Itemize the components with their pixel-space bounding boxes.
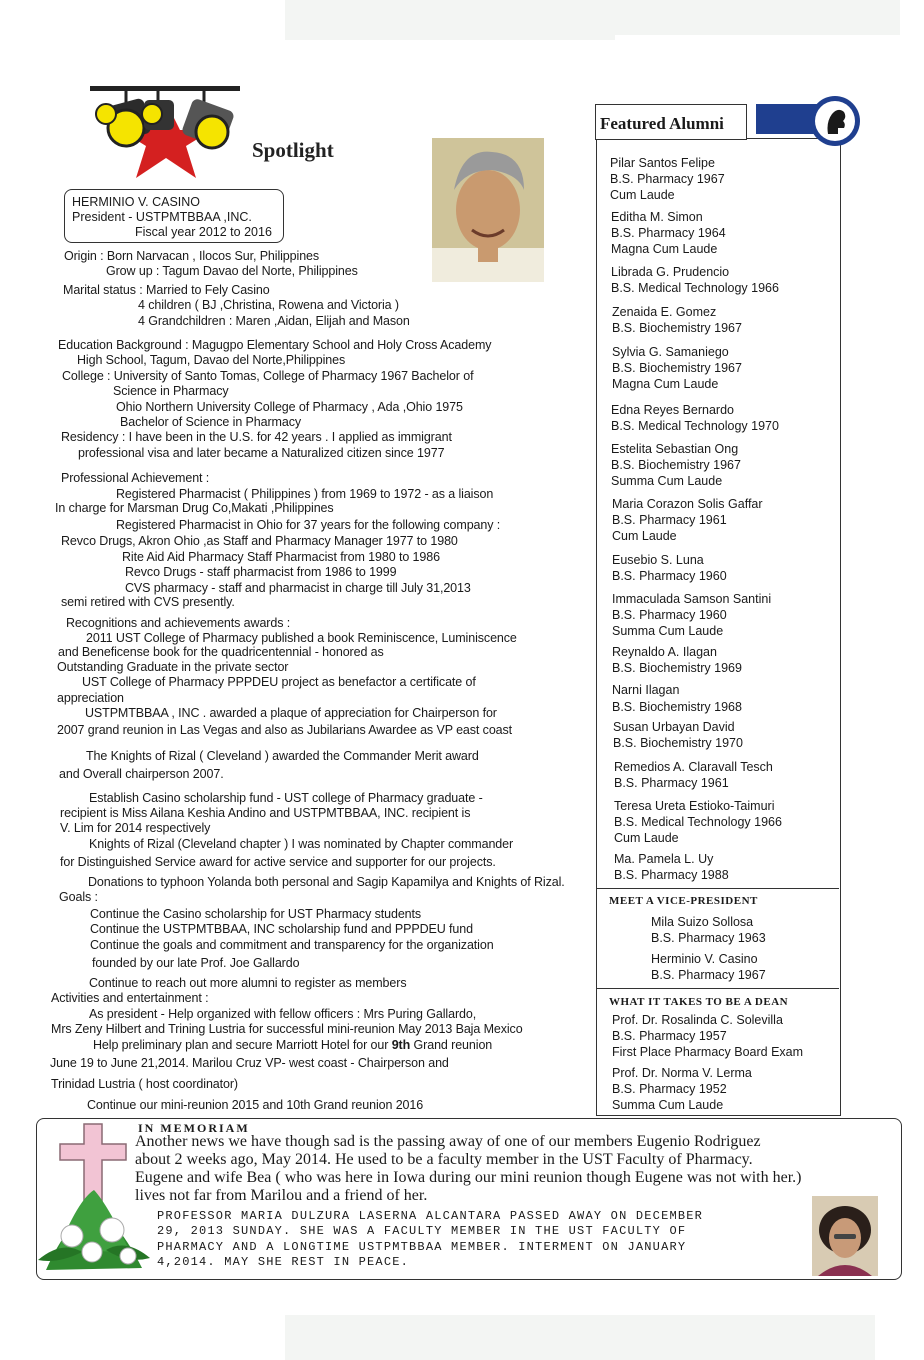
alumni-line: B.S. Pharmacy 1961 [612, 513, 727, 527]
memoriam-line: Another news we have though sad is the passing away of one of our members Eugenio Rodriguez [135, 1133, 761, 1150]
bio-line: USTPMTBBAA , INC . awarded a plaque of appreciation for Chairperson for [85, 706, 497, 720]
alumni-line: B.S. Medical Technology 1970 [611, 419, 779, 433]
alumni-line: B.S. Biochemistry 1967 [612, 321, 742, 335]
memoriam-notice-line: 29, 2013 SUNDAY. SHE WAS A FACULTY MEMBER IN THE UST FACULTY OF [157, 1224, 687, 1238]
bio-line: Grow up : Tagum Davao del Norte, Philippines [106, 264, 358, 278]
alumni-line: Immaculada Samson Santini [612, 592, 772, 606]
alumni-line: Estelita Sebastian Ong [611, 442, 739, 456]
dean-line: First Place Pharmacy Board Exam [612, 1045, 804, 1059]
bio-line: Goals : [59, 890, 98, 904]
bio-line: Continue the Casino scholarship for UST Pharmacy students [90, 907, 422, 921]
alumni-line: Magna Cum Laude [612, 377, 719, 391]
profile-name: HERMINIO V. CASINO [72, 195, 201, 209]
alumni-line: Librada G. Prudencio [611, 265, 730, 279]
dean-line: Prof. Dr. Rosalinda C. Solevilla [612, 1013, 783, 1027]
alumni-line: B.S. Biochemistry 1969 [612, 661, 742, 675]
alumni-line: B.S. Pharmacy 1964 [611, 226, 726, 240]
alumni-line: B.S. Pharmacy 1960 [612, 569, 727, 583]
bio-line: Rite Aid Aid Pharmacy Staff Pharmacist from 1980 to 1986 [122, 550, 440, 564]
dean-line: B.S. Pharmacy 1957 [612, 1029, 727, 1043]
alumni-line: Teresa Ureta Estioko-Taimuri [614, 799, 775, 813]
bio-line: Continue to reach out more alumni to register as members [89, 976, 407, 990]
bio-line: Revco Drugs - staff pharmacist from 1986 to 1999 [125, 565, 397, 579]
alumni-line: B.S. Pharmacy 1960 [612, 608, 727, 622]
memoriam-line: Eugene and wife Bea ( who was here in Iowa during our mini reunion though Eugene was not with her.) [135, 1169, 802, 1186]
background-artifact [285, 1315, 875, 1360]
bio-line: College : University of Santo Tomas, College of Pharmacy 1967 Bachelor of [62, 369, 474, 383]
bio-line: CVS pharmacy - staff and pharmacist in charge till July 31,2013 [125, 581, 471, 595]
dean-line: Prof. Dr. Norma V. Lerma [612, 1066, 752, 1080]
bio-line: The Knights of Rizal ( Cleveland ) awarded the Commander Merit award [86, 749, 479, 763]
alumni-line: Ma. Pamela L. Uy [614, 852, 714, 866]
bio-line: June 19 to June 21,2014. Marilou Cruz VP- west coast - Chairperson and [50, 1056, 449, 1070]
bio-line: and Beneficense book for the quadricentennial - honored as [58, 645, 384, 659]
profile-header-box [64, 189, 284, 243]
alumni-line: B.S. Medical Technology 1966 [614, 815, 782, 829]
spotlight-title: Spotlight [252, 138, 334, 162]
alumni-line: Editha M. Simon [611, 210, 703, 224]
bio-line: 2011 UST College of Pharmacy published a book Reminiscence, Luminiscence [86, 631, 517, 645]
bio-line: appreciation [57, 691, 124, 705]
memoriam-notice-line: PROFESSOR MARIA DULZURA LASERNA ALCANTARA PASSED AWAY ON DECEMBER [157, 1209, 704, 1223]
dean-heading: WHAT IT TAKES TO BE A DEAN [609, 996, 789, 1008]
bio-line: Registered Pharmacist ( Philippines ) from 1969 to 1972 - as a liaison [116, 487, 494, 501]
lily-flowers-icon [38, 1180, 150, 1276]
alumni-line: Cum Laude [612, 529, 677, 543]
alumni-line: Eusebio S. Luna [612, 553, 704, 567]
alumni-line: Magna Cum Laude [611, 242, 718, 256]
bio-line: Education Background : Magugpo Elementary School and Holy Cross Academy [58, 338, 492, 352]
bio-line: 4 Grandchildren : Maren ,Aidan, Elijah and Mason [138, 314, 410, 328]
bio-line: Trinidad Lustria ( host coordinator) [51, 1077, 238, 1091]
bio-line: Registered Pharmacist in Ohio for 37 years for the following company : [116, 518, 501, 532]
memoriam-portrait-photo [812, 1196, 878, 1276]
bio-line: semi retired with CVS presently. [61, 595, 235, 609]
bio-line: and Overall chairperson 2007. [59, 767, 224, 781]
dean-line: Summa Cum Laude [612, 1098, 724, 1112]
stage-lights-icon [86, 80, 246, 186]
vp-line: Herminio V. Casino [651, 952, 758, 966]
memoriam-notice-line: PHARMACY AND A LONGTIME USTPMTBBAA MEMBER. INTERMENT ON JANUARY [157, 1240, 687, 1254]
alumni-line: Cum Laude [614, 831, 679, 845]
bio-line: In charge for Marsman Drug Co,Makati ,Philippines [55, 501, 334, 515]
bio-line: Bachelor of Science in Pharmacy [120, 415, 302, 429]
section-divider [597, 888, 839, 889]
bio-line: V. Lim for 2014 respectively [60, 821, 211, 835]
bio-line: Professional Achievement : [61, 471, 210, 485]
memoriam-title: IN MEMORIAM [138, 1121, 250, 1135]
background-artifact [600, 0, 900, 35]
background-artifact [285, 0, 615, 40]
bio-line: professional visa and later became a Naturalized citizen since 1977 [78, 446, 445, 460]
vp-heading: MEET A VICE-PRESIDENT [609, 895, 758, 907]
bio-line: As president - Help organized with fellow officers : Mrs Puring Gallardo, [89, 1007, 477, 1021]
bio-line: High School, Tagum, Davao del Norte,Philippines [77, 353, 346, 367]
alumni-line: B.S. Biochemistry 1967 [612, 361, 742, 375]
dean-line: B.S. Pharmacy 1952 [612, 1082, 727, 1096]
bio-line: Residency : I have been in the U.S. for 42 years . I applied as immigrant [61, 430, 452, 444]
bio-line: Outstanding Graduate in the private sector [57, 660, 289, 674]
alumni-line: B.S. Biochemistry 1967 [611, 458, 741, 472]
bio-line: Ohio Northern University College of Pharmacy , Ada ,Ohio 1975 [116, 400, 463, 414]
vp-line: B.S. Pharmacy 1967 [651, 968, 766, 982]
bio-line: for Distinguished Service award for active service and supporter for our projects. [60, 855, 496, 869]
bio-line: Donations to typhoon Yolanda both personal and Sagip Kapamilya and Knights of Rizal. [88, 875, 565, 889]
memoriam-notice-line: 4,2014. MAY SHE REST IN PEACE. [157, 1255, 410, 1269]
bio-line: 4 children ( BJ ,Christina, Rowena and Victoria ) [138, 298, 399, 312]
bio-line: Marital status : Married to Fely Casino [63, 283, 270, 297]
alumni-line: B.S. Pharmacy 1961 [614, 776, 729, 790]
alumni-line: Narni Ilagan [612, 683, 680, 697]
alumni-line: B.S. Biochemistry 1970 [613, 736, 743, 750]
bio-line: Origin : Born Narvacan , Ilocos Sur, Philippines [64, 249, 320, 263]
featured-alumni-title: Featured Alumni [600, 114, 724, 133]
bio-line: Science in Pharmacy [113, 384, 229, 398]
profile-emblem-icon [808, 94, 862, 148]
vp-line: B.S. Pharmacy 1963 [651, 931, 766, 945]
bio-line: Recognitions and achievements awards : [66, 616, 291, 630]
alumni-line: Reynaldo A. Ilagan [612, 645, 717, 659]
bio-line: Continue the USTPMTBBAA, INC scholarship fund and PPPDEU fund [90, 922, 473, 936]
alumni-line: Zenaida E. Gomez [612, 305, 717, 319]
alumni-line: Susan Urbayan David [613, 720, 735, 734]
memoriam-line: lives not far from Marilou and a friend of her. [135, 1187, 428, 1204]
bio-line: founded by our late Prof. Joe Gallardo [92, 956, 300, 970]
memoriam-line: about 2 weeks ago, May 2014. He used to be a faculty member in the UST Faculty of Pharmacy. [135, 1151, 753, 1168]
alumni-line: Remedios A. Claravall Tesch [614, 760, 773, 774]
alumni-line: Maria Corazon Solis Gaffar [612, 497, 763, 511]
alumni-line: Summa Cum Laude [611, 474, 723, 488]
bio-line: 2007 grand reunion in Las Vegas and also as Jubilarians Awardee as VP east coast [57, 723, 513, 737]
alumni-line: B.S. Pharmacy 1967 [610, 172, 725, 186]
bio-line: Help preliminary plan and secure Marriott Hotel for our 9th Grand reunion [93, 1038, 493, 1052]
alumni-line: Cum Laude [610, 188, 675, 202]
alumni-line: Pilar Santos Felipe [610, 156, 715, 170]
alumni-line: Edna Reyes Bernardo [611, 403, 734, 417]
alumni-line: Summa Cum Laude [612, 624, 724, 638]
alumni-line: B.S. Pharmacy 1988 [614, 868, 729, 882]
bio-line: Revco Drugs, Akron Ohio ,as Staff and Pharmacy Manager 1977 to 1980 [61, 534, 458, 548]
bio-line: Knights of Rizal (Cleveland chapter ) I was nominated by Chapter commander [89, 837, 514, 851]
alumni-line: B.S. Biochemistry 1968 [612, 700, 742, 714]
profile-term: Fiscal year 2012 to 2016 [135, 225, 272, 239]
bio-line: Continue the goals and commitment and transparency for the organization [90, 938, 494, 952]
bio-line: Continue our mini-reunion 2015 and 10th Grand reunion 2016 [87, 1098, 424, 1112]
section-divider [597, 988, 839, 989]
bio-line: Mrs Zeny Hilbert and Trining Lustria for successful mini-reunion May 2013 Baja Mexico [51, 1022, 523, 1036]
profile-position: President - USTPMTBBAA ,INC. [72, 210, 252, 224]
alumni-line: B.S. Medical Technology 1966 [611, 281, 779, 295]
bio-line: UST College of Pharmacy PPPDEU project as benefactor a certificate of [82, 675, 476, 689]
bio-line: recipient is Miss Ailana Keshia Andino and USTPMTBBAA, INC. recipient is [60, 806, 471, 820]
alumni-line: Sylvia G. Samaniego [612, 345, 729, 359]
bio-line: Establish Casino scholarship fund - UST college of Pharmacy graduate - [89, 791, 483, 805]
bio-line: Activities and entertainment : [51, 991, 209, 1005]
vp-line: Mila Suizo Sollosa [651, 915, 754, 929]
portrait-photo [432, 138, 544, 282]
